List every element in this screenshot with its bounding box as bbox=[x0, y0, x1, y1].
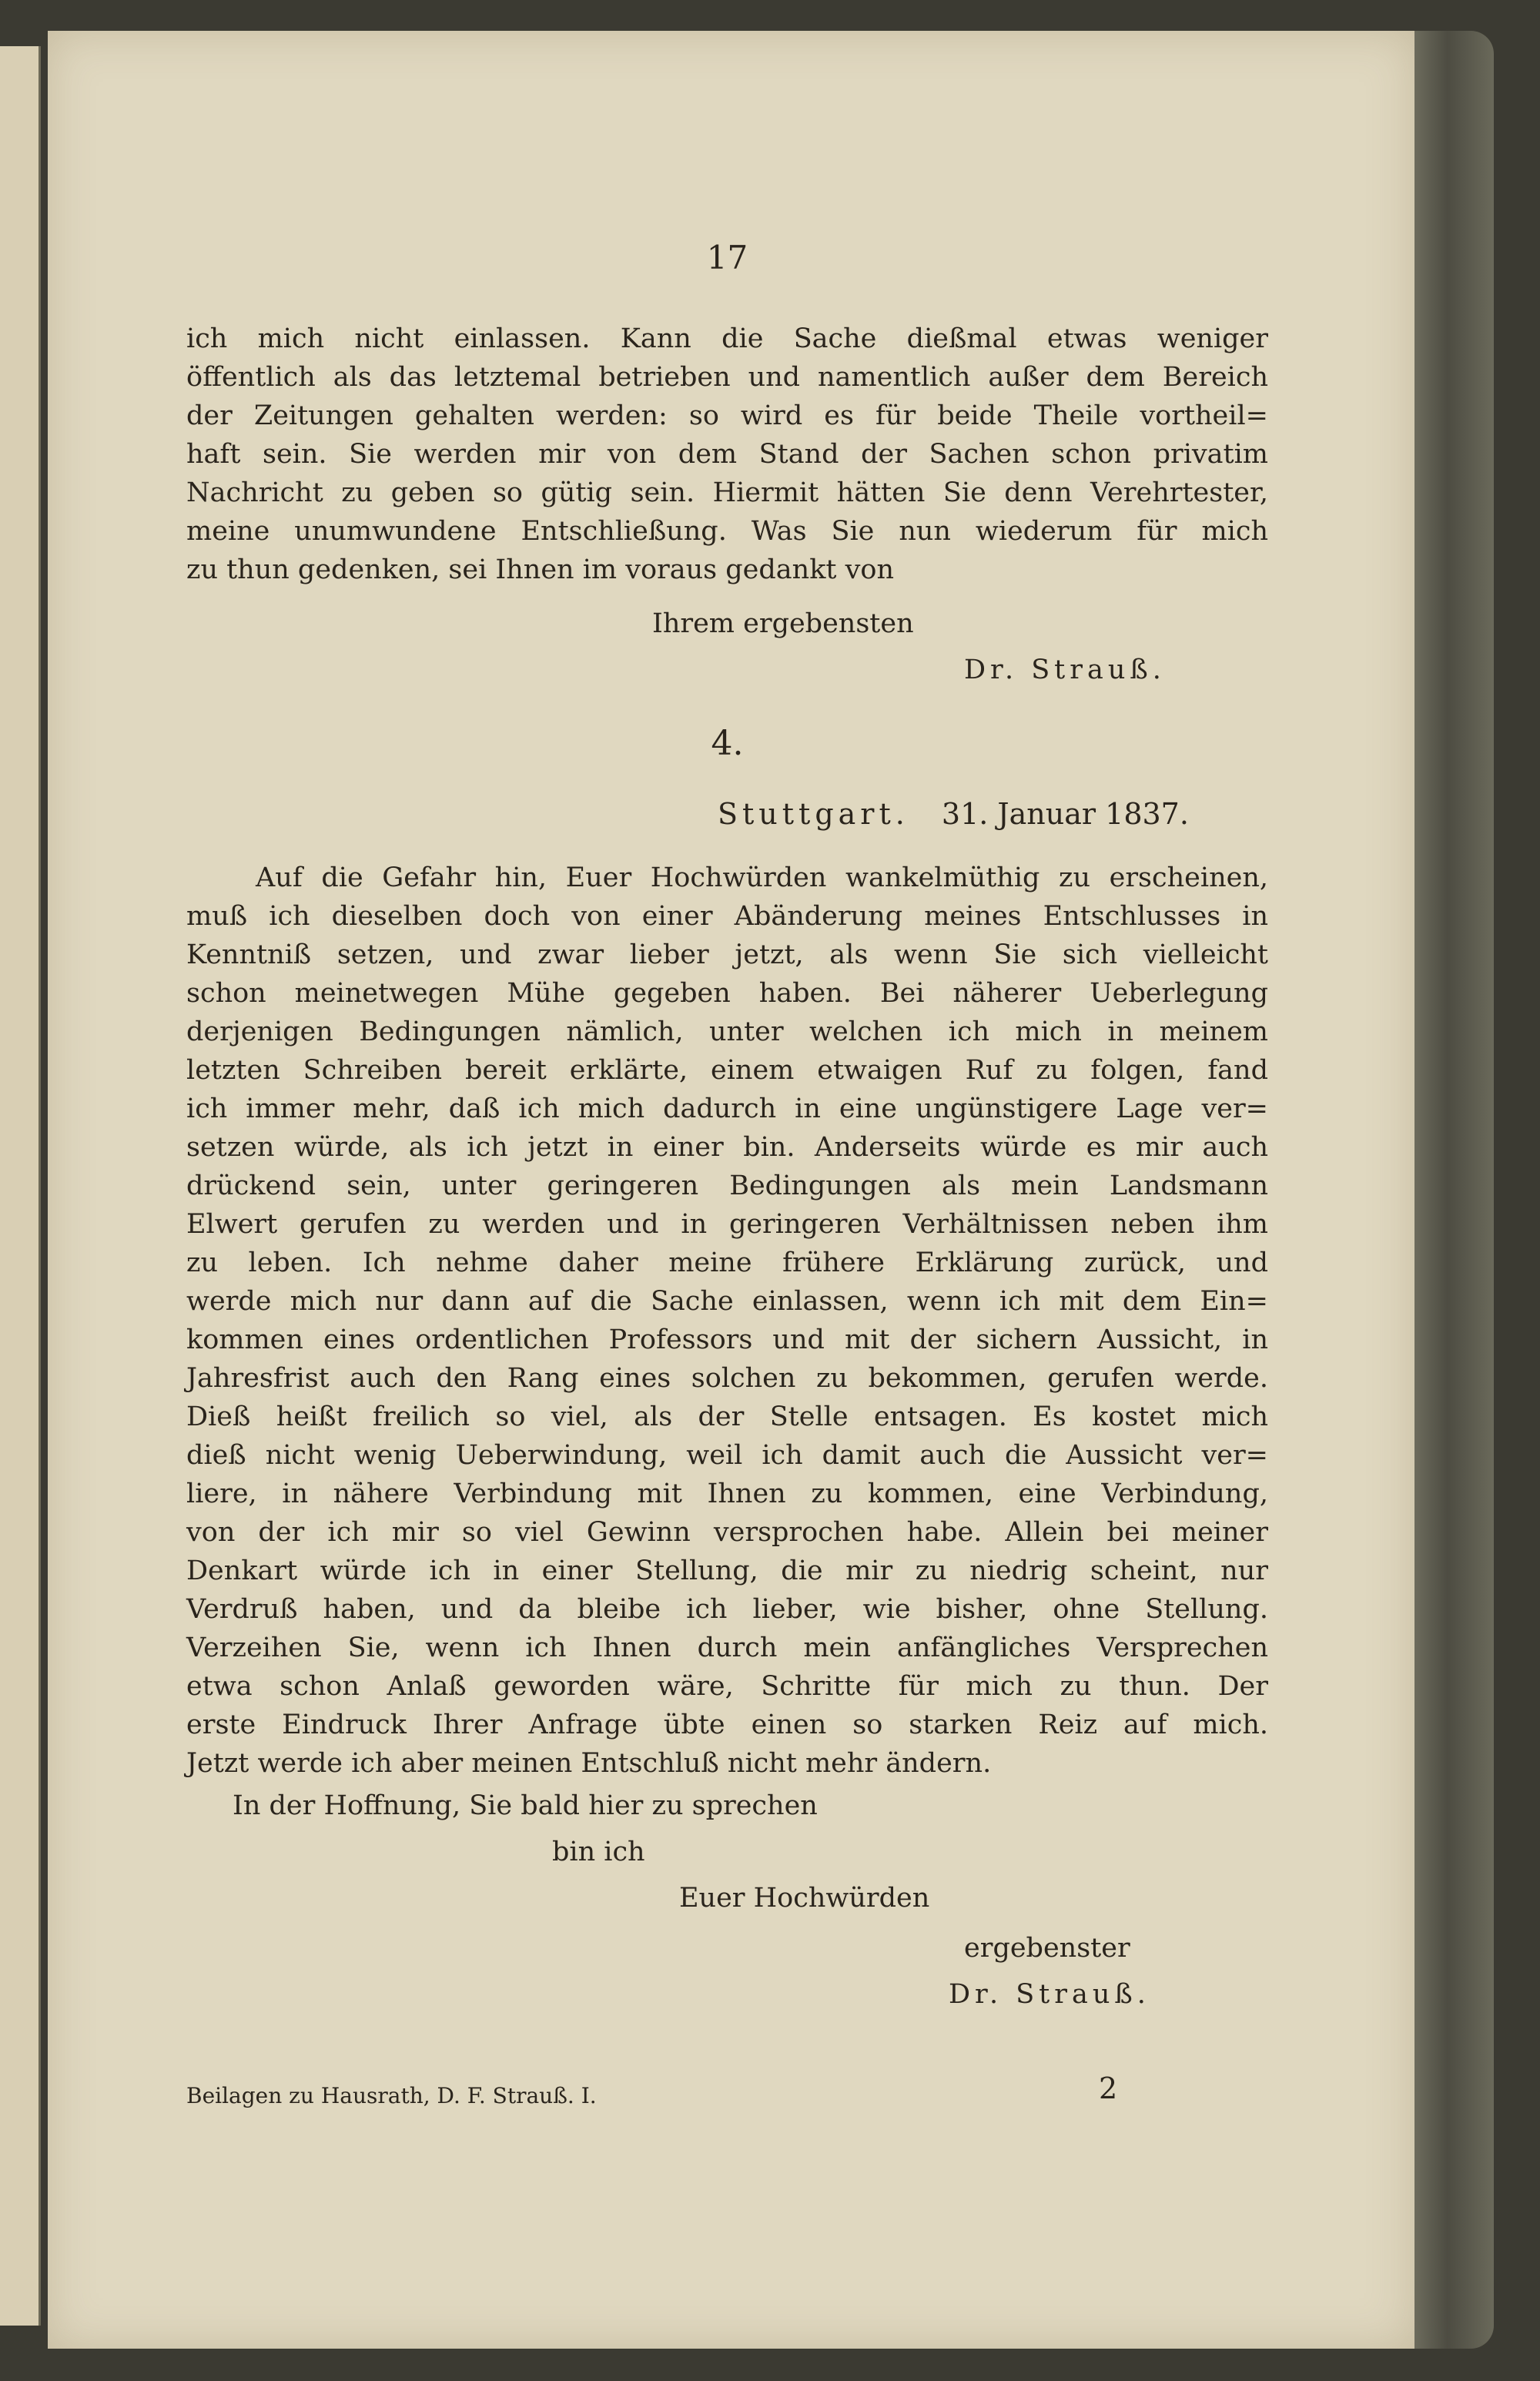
text-line: zu thun gedenken, sei Ihnen im voraus gedankt von bbox=[186, 554, 894, 585]
text-line: muß ich dieselben doch von einer Abänderung meines Entschlusses in bbox=[186, 901, 1268, 932]
text-line: zu leben. Ich nehme daher meine frühere Erklärung zurück, und bbox=[186, 1247, 1268, 1278]
letter-number: 4. bbox=[711, 724, 744, 763]
text-line: der Zeitungen gehalten werden: so wird es für beide Theile vortheil= bbox=[186, 400, 1268, 431]
signature: Dr. Strauß. bbox=[964, 655, 1166, 685]
text-line: setzen würde, als ich jetzt in einer bin. Anderseits würde es mir auch bbox=[186, 1132, 1268, 1163]
text-line: liere, in nähere Verbindung mit Ihnen zu kommen, eine Verbindung, bbox=[186, 1478, 1268, 1509]
text-line: kommen eines ordentlichen Professors und mit der sichern Aussicht, in bbox=[186, 1324, 1268, 1355]
text-line: meine unumwundene Entschließung. Was Sie nun wiederum für mich bbox=[186, 516, 1268, 547]
closing-line: Euer Hochwürden bbox=[679, 1883, 930, 1914]
text-line: dieß nicht wenig Ueberwindung, weil ich damit auch die Aussicht ver= bbox=[186, 1440, 1268, 1471]
signature: Dr. Strauß. bbox=[949, 1979, 1150, 2010]
closing-line: Ihrem ergebensten bbox=[652, 608, 914, 639]
text-line: Verdruß haben, und da bleibe ich lieber, wie bisher, ohne Stellung. bbox=[186, 1594, 1268, 1625]
text-line: letzten Schreiben bereit erklärte, einem etwaigen Ruf zu folgen, fand bbox=[186, 1055, 1268, 1086]
text-line: Jahresfrist auch den Rang eines solchen zu bekommen, gerufen werde. bbox=[186, 1363, 1268, 1394]
text-line: haft sein. Sie werden mir von dem Stand der Sachen schon privatim bbox=[186, 439, 1268, 470]
closing-line: ergebenster bbox=[964, 1933, 1130, 1964]
text-line: Dieß heißt freilich so viel, als der Stelle entsagen. Es kostet mich bbox=[186, 1401, 1268, 1432]
book-page bbox=[48, 31, 1414, 2349]
text-line: ich immer mehr, daß ich mich dadurch in eine ungünstigere Lage ver= bbox=[186, 1093, 1268, 1124]
text-line: Denkart würde ich in einer Stellung, die mir zu niedrig scheint, nur bbox=[186, 1556, 1268, 1586]
text-line: Auf die Gefahr hin, Euer Hochwürden wankelmüthig zu erscheinen, bbox=[256, 862, 1268, 893]
text-line: werde mich nur dann auf die Sache einlassen, wenn ich mit dem Ein= bbox=[186, 1286, 1268, 1317]
text-line: Verzeihen Sie, wenn ich Ihnen durch mein anfängliches Versprechen bbox=[186, 1633, 1268, 1663]
text-line: erste Eindruck Ihrer Anfrage übte einen so starken Reiz auf mich. bbox=[186, 1710, 1268, 1740]
dateline-place: Stuttgart. bbox=[718, 797, 909, 831]
text-line: von der ich mir so viel Gewinn versprochen habe. Allein bei meiner bbox=[186, 1517, 1268, 1548]
signature-mark: 2 bbox=[1099, 2071, 1118, 2105]
text-line: Kenntniß setzen, und zwar lieber jetzt, als wenn Sie sich vielleicht bbox=[186, 939, 1268, 970]
text-line: etwa schon Anlaß geworden wäre, Schritte für mich zu thun. Der bbox=[186, 1671, 1268, 1702]
footer-text: Beilagen zu Hausrath, D. F. Strauß. I. bbox=[186, 2083, 597, 2108]
text-line: Elwert gerufen zu werden und in geringeren Verhältnissen neben ihm bbox=[186, 1209, 1268, 1240]
closing-line: bin ich bbox=[552, 1837, 645, 1867]
hope-line: In der Hoffnung, Sie bald hier zu sprechen bbox=[233, 1790, 818, 1821]
text-line: schon meinetwegen Mühe gegeben haben. Bei näherer Ueberlegung bbox=[186, 978, 1268, 1009]
text-line: öffentlich als das letztemal betrieben und namentlich außer dem Bereich bbox=[186, 362, 1268, 393]
text-line: drückend sein, unter geringeren Bedingungen als mein Landsmann bbox=[186, 1170, 1268, 1201]
dateline bbox=[718, 797, 1189, 831]
left-page-edge bbox=[0, 46, 41, 2326]
text-line: derjenigen Bedingungen nämlich, unter welchen ich mich in meinem bbox=[186, 1016, 1268, 1047]
text-line: Nachricht zu geben so gütig sein. Hiermit hätten Sie denn Verehrtester, bbox=[186, 477, 1268, 508]
page-number: 17 bbox=[706, 239, 748, 276]
text-line: Jetzt werde ich aber meinen Entschluß nicht mehr ändern. bbox=[186, 1748, 992, 1779]
dateline-date: 31. Januar 1837. bbox=[941, 797, 1189, 831]
text-line: ich mich nicht einlassen. Kann die Sache dießmal etwas weniger bbox=[186, 323, 1268, 354]
